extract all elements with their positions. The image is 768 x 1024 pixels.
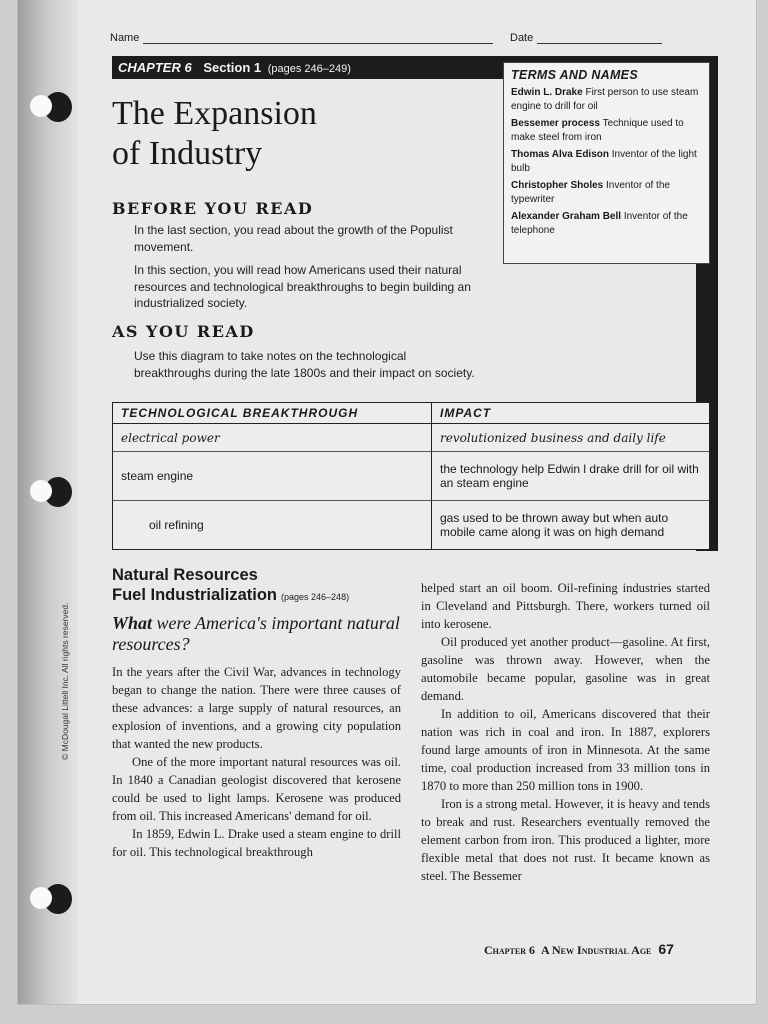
body-paragraph: In the years after the Civil War, advances in technology began to change the nation. There were three causes of these advances: a large supply of natural resources, an explosion of inventions, and a growing city population that wanted the new products. [112, 665, 401, 751]
page-footer [484, 941, 674, 958]
body-paragraph: Iron is a strong metal. However, it is heavy and tends to break and rust. Researchers eventually removed the element carbon from iron. This produced a lighter, more flexible metal that does not rust. It became known as steel. The Bessemer [421, 797, 710, 883]
body-column-right [421, 579, 710, 885]
section-heading [112, 565, 402, 607]
before-you-read-paragraph-2: In this section, you will read how Americans used their natural resources and technological breakthroughs to begin building an industrialized society. [134, 263, 471, 310]
terms-heading: TERMS AND NAMES [511, 68, 638, 82]
as-you-read-paragraph: Use this diagram to take notes on the technological breakthroughs during the late 1800s and their impact on society. [134, 349, 475, 380]
as-you-read-heading: AS YOU READ [112, 322, 255, 341]
column-header-impact: IMPACT [432, 403, 710, 424]
table-row [113, 424, 709, 452]
section-label: Section 1 [203, 60, 262, 75]
page-title [112, 94, 492, 174]
breakthrough-cell[interactable]: oil refining [113, 501, 432, 549]
body-column-left [112, 663, 401, 861]
term-name: Edwin L. Drake [511, 87, 583, 98]
impact-cell[interactable]: the technology help Edwin l drake drill for oil with an steam engine [432, 452, 710, 501]
name-label: Name [110, 32, 140, 44]
term-definition: Inventor of the telephone [511, 211, 688, 236]
body-paragraph: helped start an oil boom. Oil-refining industries started in Cleveland and Pittsburgh. There, workers turned oil into kerosene. [421, 581, 710, 631]
name-field[interactable] [143, 33, 493, 44]
date-label: Date [510, 32, 534, 44]
table-row [113, 452, 709, 501]
section-pages: (pages 246–249) [267, 63, 351, 75]
breakthrough-cell[interactable]: steam engine [113, 452, 432, 501]
footer-title: A New Industrial Age [541, 943, 652, 957]
term-definition: First person to use steam engine to drill for oil [511, 87, 699, 112]
term-item [511, 86, 702, 113]
punch-hole-bottom [44, 884, 72, 914]
body-paragraph: Oil produced yet another product—gasoline. At first, gasoline was thrown away. However, when the automobile became popular, gasoline was in great demand. [421, 635, 710, 703]
term-name: Bessemer process [511, 118, 600, 129]
breakthrough-cell[interactable]: electrical power [113, 424, 432, 452]
term-definition: Technique used to make steel from iron [511, 118, 684, 143]
title-line-2: of Industry [112, 135, 263, 172]
term-name: Thomas Alva Edison [511, 149, 609, 160]
question-lead-word: What [112, 613, 153, 633]
footer-chapter: Chapter 6 [484, 943, 536, 957]
question-text: were America's important natural resources? [112, 613, 400, 654]
impact-cell[interactable]: gas used to be thrown away but when auto mobile came along it was on high demand [432, 501, 710, 549]
impact-cell[interactable]: revolutionized business and daily life [432, 424, 710, 452]
copyright-notice: © McDougal Littell Inc. All rights reserved. [60, 602, 70, 760]
term-definition: Inventor of the typewriter [511, 180, 670, 205]
term-item [511, 179, 702, 206]
terms-and-names-box [503, 62, 710, 264]
term-item [511, 117, 702, 144]
title-line-1: The Expansion [112, 95, 317, 132]
punch-hole-top [44, 92, 72, 122]
section-heading-pages: (pages 246–248) [281, 592, 350, 602]
notes-diagram-table [112, 402, 710, 550]
body-paragraph: In 1859, Edwin L. Drake used a steam engine to drill for oil. This technological breakthrough [112, 827, 401, 859]
term-item [511, 210, 702, 237]
chapter-label: CHAPTER 6 [118, 60, 192, 75]
term-name: Alexander Graham Bell [511, 211, 622, 222]
focus-question [112, 613, 402, 655]
body-paragraph: One of the more important natural resources was oil. In 1840 a Canadian geologist discovered that kerosene could be used to light lamps. Kerosene was produced from oil. This increased Americans' demand for oil. [112, 755, 401, 823]
column-header-breakthrough: TECHNOLOGICAL BREAKTHROUGH [113, 403, 432, 424]
date-line [510, 32, 662, 44]
before-you-read-heading: BEFORE YOU READ [112, 199, 314, 218]
term-item [511, 148, 702, 175]
section-heading-line-1: Natural Resources [112, 566, 258, 584]
before-you-read-paragraph-1: In the last section, you read about the growth of the Populist movement. [134, 223, 453, 254]
name-line [110, 32, 493, 44]
table-row [113, 501, 709, 549]
term-definition: Inventor of the light bulb [511, 149, 697, 174]
body-paragraph: In addition to oil, Americans discovered that their nation was rich in coal and iron. In 1887, explorers found large amounts of iron in Minnesota. At the same time, coal production increased from 33 million tons in 1870 to more than 250 million tons in 1900. [421, 707, 710, 793]
date-field[interactable] [537, 33, 662, 44]
section-heading-line-2: Fuel Industrialization [112, 586, 278, 604]
punch-hole-middle [44, 477, 72, 507]
page-number: 67 [658, 941, 674, 957]
term-name: Christopher Sholes [511, 180, 604, 191]
